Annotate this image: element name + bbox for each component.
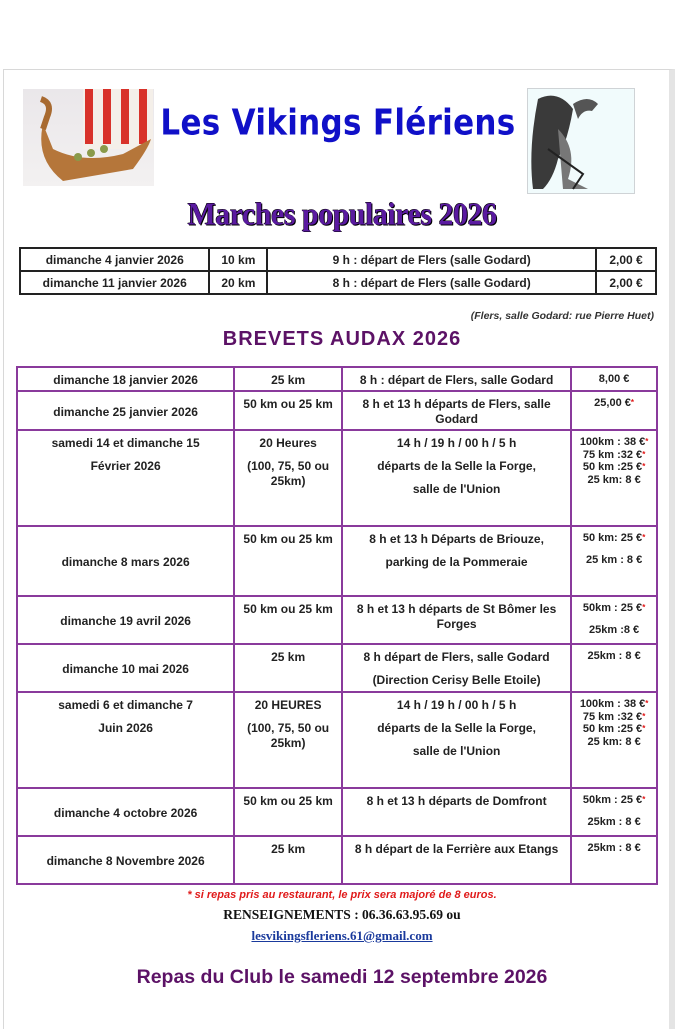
viking-ship-image xyxy=(23,89,154,186)
brevet-depart-line: 8 h et 13 h départs de St Bômer les Forges xyxy=(356,602,557,631)
brevet-price xyxy=(571,367,657,391)
price-text: 50km : 25 € xyxy=(582,794,643,806)
brevet-depart xyxy=(342,788,571,836)
brevet-price xyxy=(571,788,657,836)
brevet-price-line xyxy=(575,436,653,449)
brevet-distance xyxy=(234,596,342,644)
brevet-row xyxy=(17,391,657,430)
brevet-price-line xyxy=(575,816,653,829)
brevet-depart xyxy=(342,692,571,788)
brevet-row xyxy=(17,836,657,884)
brevet-row xyxy=(17,430,657,526)
price-text: 25 km : 8 € xyxy=(585,553,643,566)
brevet-depart-line: 14 h / 19 h / 00 h / 5 h xyxy=(396,698,517,712)
price-text: 25km : 8 € xyxy=(587,815,641,828)
brevet-depart xyxy=(342,391,571,430)
brevet-distance-line: 50 km ou 25 km xyxy=(243,602,333,616)
brevet-date-line: dimanche 8 mars 2026 xyxy=(61,555,190,569)
brevet-price xyxy=(571,596,657,644)
brevet-depart xyxy=(342,596,571,644)
brevet-date xyxy=(17,367,234,391)
brevet-date-line: samedi 6 et dimanche 7 xyxy=(58,698,193,712)
marches-table xyxy=(19,247,657,295)
brevet-date-line: dimanche 25 janvier 2026 xyxy=(53,404,198,419)
asterisk-marker: * xyxy=(642,795,646,804)
brevet-date-line: samedi 14 et dimanche 15 xyxy=(51,436,200,450)
asterisk-marker: * xyxy=(645,699,649,708)
brevet-distance-line: 50 km ou 25 km xyxy=(243,397,333,411)
brevet-price-line xyxy=(575,449,653,462)
brevet-date-line: dimanche 4 octobre 2026 xyxy=(53,806,198,820)
brevet-row xyxy=(17,788,657,836)
brevet-price-line xyxy=(575,736,653,749)
brevet-price-line xyxy=(575,723,653,736)
brevet-price-line xyxy=(575,711,653,724)
price-text: 25 km: 8 € xyxy=(587,473,641,486)
brevet-depart-line: salle de l'Union xyxy=(412,482,501,496)
price-text: 25km :8 € xyxy=(589,623,640,636)
brevet-price xyxy=(571,644,657,692)
marche-distance: 20 km xyxy=(209,271,267,294)
brevet-price-line xyxy=(575,373,653,386)
price-text: 25km : 8 € xyxy=(587,650,641,662)
brevet-depart-line: 8 h départ de la Ferrière aux Etangs xyxy=(354,842,559,856)
marche-distance: 10 km xyxy=(209,248,267,271)
brevet-date xyxy=(17,644,234,692)
price-text: 8,00 € xyxy=(598,373,630,385)
marche-depart: 9 h : départ de Flers (salle Godard) xyxy=(267,248,596,271)
brevet-price-line xyxy=(575,532,653,545)
price-text: 50 km: 25 € xyxy=(582,532,643,544)
price-text: 75 km :32 € xyxy=(582,448,643,461)
asterisk-marker: * xyxy=(642,711,646,721)
brevet-row xyxy=(17,644,657,692)
brevet-date-line: Juin 2026 xyxy=(98,721,153,735)
asterisk-marker: * xyxy=(642,449,646,459)
brevet-date-line: dimanche 18 janvier 2026 xyxy=(53,373,198,387)
brevet-distance xyxy=(234,788,342,836)
brevet-price-line xyxy=(575,842,653,855)
brevet-distance xyxy=(234,367,342,391)
brevet-distance-line: 25 km xyxy=(271,842,306,856)
brevet-row xyxy=(17,526,657,596)
restaurant-surcharge-note: * si repas pris au restaurant, le prix sera majoré de 8 euros. xyxy=(187,889,497,901)
contact-email-wrapper xyxy=(0,928,684,944)
brevet-depart xyxy=(342,526,571,596)
brevet-distance-line: (100, 75, 50 ou 25km) xyxy=(247,459,330,488)
asterisk-marker: * xyxy=(630,398,634,407)
brevet-depart xyxy=(342,836,571,884)
brevet-distance xyxy=(234,692,342,788)
brevet-price-line xyxy=(575,397,653,410)
brevet-distance xyxy=(234,430,342,526)
brevet-depart-line: salle de l'Union xyxy=(412,744,501,758)
club-meal-announcement: Repas du Club le samedi 12 septembre 2026 xyxy=(136,966,548,988)
price-text: 75 km :32 € xyxy=(582,710,643,723)
brevet-depart-line: 8 h et 13 h départs de Domfront xyxy=(366,794,547,808)
brevet-date xyxy=(17,430,234,526)
brevet-depart xyxy=(342,367,571,391)
brevet-row xyxy=(17,596,657,644)
brevet-date xyxy=(17,596,234,644)
brevet-distance xyxy=(234,391,342,430)
price-text: 50km : 25 € xyxy=(582,602,643,614)
asterisk-marker: * xyxy=(642,462,646,471)
marches-title: Marches populaires 2026 xyxy=(187,197,497,232)
asterisk-marker: * xyxy=(642,533,646,542)
viking-ship-icon xyxy=(23,89,154,186)
brevet-date xyxy=(17,788,234,836)
brevet-date-line: dimanche 10 mai 2026 xyxy=(62,662,189,676)
brevet-price xyxy=(571,692,657,788)
price-text: 100km : 38 € xyxy=(579,698,646,710)
brevet-distance xyxy=(234,644,342,692)
marche-depart: 8 h : départ de Flers (salle Godard) xyxy=(267,271,596,294)
brevet-price-line xyxy=(575,461,653,474)
price-text: 25 km: 8 € xyxy=(587,735,641,748)
brevet-depart-line: départs de la Selle la Forge, xyxy=(377,459,536,473)
brevet-row xyxy=(17,367,657,391)
eagle-image xyxy=(527,88,635,194)
brevet-distance xyxy=(234,526,342,596)
asterisk-marker: * xyxy=(645,437,649,446)
marche-row xyxy=(20,248,656,271)
brevet-price xyxy=(571,391,657,430)
brevet-price xyxy=(571,526,657,596)
brevet-date xyxy=(17,391,234,430)
brevet-depart-line: 8 h : départ de Flers, salle Godard xyxy=(359,373,554,387)
brevet-price xyxy=(571,430,657,526)
brevet-price-line xyxy=(575,554,653,567)
brevet-distance-line: (100, 75, 50 ou 25km) xyxy=(247,721,330,750)
brevet-price-line xyxy=(575,794,653,807)
brevet-date xyxy=(17,836,234,884)
brevet-depart xyxy=(342,430,571,526)
asterisk-marker: * xyxy=(642,603,646,612)
brevet-depart-line: 8 h et 13 h départs de Flers, salle Godard xyxy=(362,397,551,426)
brevet-depart-line: (Direction Cerisy Belle Etoile) xyxy=(372,673,541,687)
brevet-price-line xyxy=(575,624,653,637)
brevet-depart-line: 8 h et 13 h Départs de Briouze, xyxy=(369,532,544,546)
brevet-price-line xyxy=(575,698,653,711)
price-text: 25,00 € xyxy=(594,397,631,409)
brevet-date-line: dimanche 8 Novembre 2026 xyxy=(46,854,205,868)
marche-row xyxy=(20,271,656,294)
brevet-distance xyxy=(234,836,342,884)
brevet-depart-line: parking de la Pommeraie xyxy=(385,555,528,569)
eagle-icon xyxy=(528,89,634,193)
brevet-distance-line: 20 Heures xyxy=(259,436,317,450)
brevet-depart-line: départs de la Selle la Forge, xyxy=(377,721,536,735)
brevet-distance-line: 20 HEURES xyxy=(254,698,322,712)
brevet-depart-line: 8 h départ de Flers, salle Godard xyxy=(363,650,550,664)
brevet-distance-line: 25 km xyxy=(271,373,306,387)
brevet-price-line xyxy=(575,650,653,663)
brevet-row xyxy=(17,692,657,788)
brevet-distance-line: 50 km ou 25 km xyxy=(243,532,333,546)
contact-email-link[interactable]: lesvikingsfleriens.61@gmail.com xyxy=(251,928,433,943)
marche-price: 2,00 € xyxy=(596,271,656,294)
brevet-date xyxy=(17,692,234,788)
club-title: Les Vikings Flériens xyxy=(160,102,516,144)
brevets-title: BREVETS AUDAX 2026 xyxy=(222,328,462,350)
brevet-distance-line: 25 km xyxy=(271,650,306,664)
asterisk-marker: * xyxy=(642,724,646,733)
brevet-date-line: Février 2026 xyxy=(90,459,161,473)
price-text: 50 km :25 € xyxy=(582,723,643,735)
contact-phone: RENSEIGNEMENTS : 06.36.63.95.69 ou xyxy=(223,907,461,922)
marche-price: 2,00 € xyxy=(596,248,656,271)
brevet-price-line xyxy=(575,474,653,487)
brevet-depart-line: 14 h / 19 h / 00 h / 5 h xyxy=(396,436,517,450)
location-note: (Flers, salle Godard: rue Pierre Huet) xyxy=(470,310,654,322)
brevet-depart xyxy=(342,644,571,692)
price-text: 50 km :25 € xyxy=(582,461,643,473)
brevet-price xyxy=(571,836,657,884)
price-text: 100km : 38 € xyxy=(579,436,646,448)
brevet-distance-line: 50 km ou 25 km xyxy=(243,794,333,808)
brevet-date-line: dimanche 19 avril 2026 xyxy=(60,614,191,628)
brevet-date xyxy=(17,526,234,596)
brevet-price-line xyxy=(575,602,653,615)
price-text: 25km : 8 € xyxy=(587,842,641,854)
brevets-table xyxy=(16,366,658,885)
marche-date: dimanche 11 janvier 2026 xyxy=(20,271,209,294)
marche-date: dimanche 4 janvier 2026 xyxy=(20,248,209,271)
